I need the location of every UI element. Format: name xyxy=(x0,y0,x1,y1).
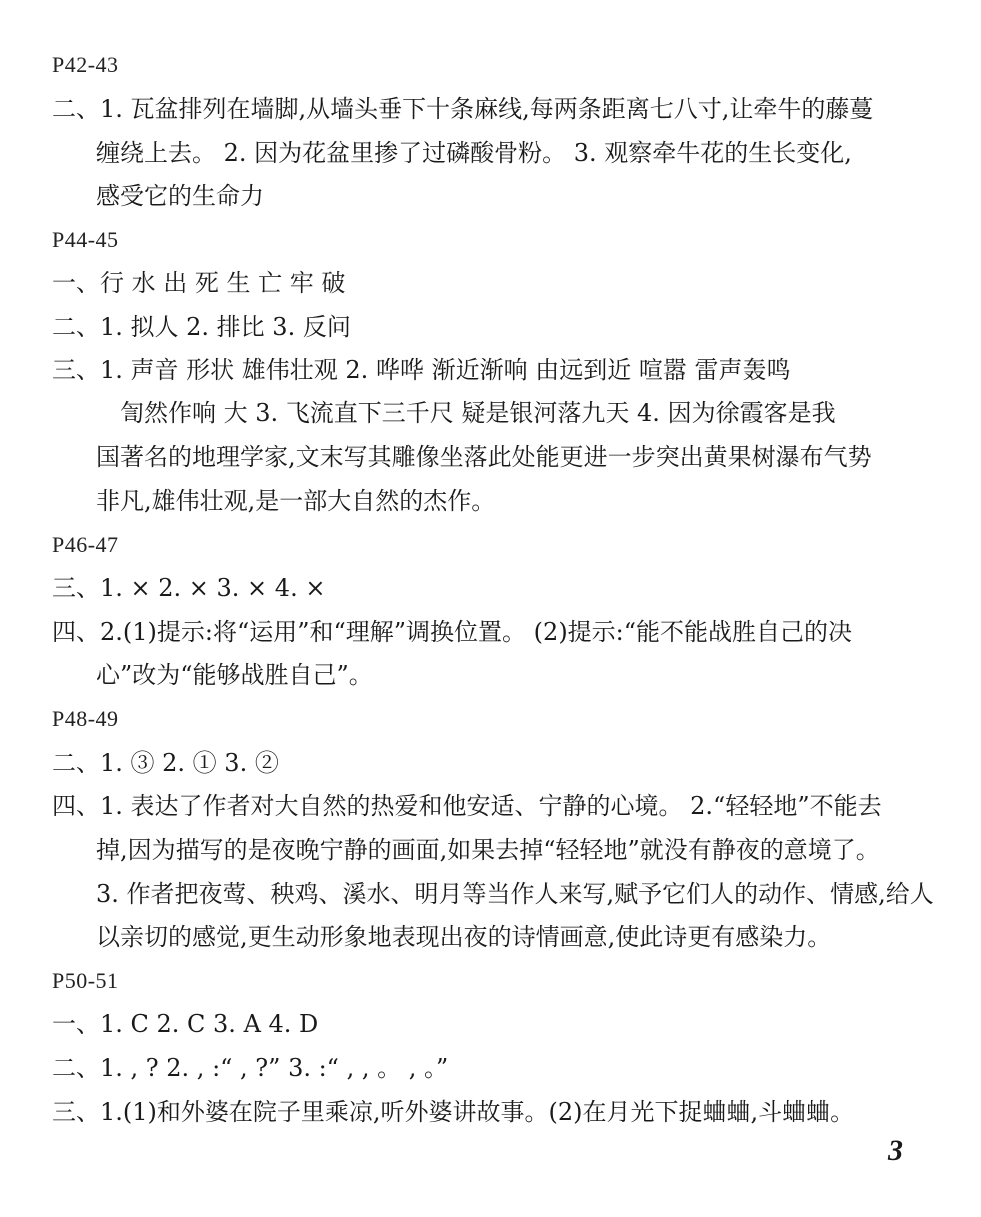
answer-line: 二、1. 瓦盆排列在墙脚,从墙头垂下十条麻线,每两条距离七八寸,让牵牛的藤蔓 xyxy=(52,95,874,123)
section-header: P42-43 xyxy=(52,52,119,77)
answer-line: 掉,因为描写的是夜晚宁静的画面,如果去掉“轻轻地”就没有静夜的意境了。 xyxy=(96,836,880,864)
answer-line: 三、1. 声音 形状 雄伟壮观 2. 哗哗 渐近渐响 由远到近 喧嚣 雷声轰鸣 xyxy=(52,356,791,384)
answer-line: 四、2.(1)提示:将“运用”和“理解”调换位置。 (2)提示:“能不能战胜自己的决 xyxy=(52,618,853,646)
answer-line: 四、1. 表达了作者对大自然的热爱和他安适、宁静的心境。 2.“轻轻地”不能去 xyxy=(52,792,882,820)
answer-line: 缠绕上去。 2. 因为花盆里掺了过磷酸骨粉。 3. 观察牵牛花的生长变化, xyxy=(96,139,852,167)
answer-line: 二、1. , ? 2. , :“ , ?” 3. :“ , , 。 , 。” xyxy=(52,1054,449,1082)
answer-line: 三、1. × 2. × 3. × 4. × xyxy=(52,574,326,602)
section-header: P44-45 xyxy=(52,227,119,252)
answer-line: 二、1. 拟人 2. 排比 3. 反问 xyxy=(52,313,351,341)
answer-line: 訇然作响 大 3. 飞流直下三千尺 疑是银河落九天 4. 因为徐霞客是我 xyxy=(120,399,836,427)
answer-line: 非凡,雄伟壮观,是一部大自然的杰作。 xyxy=(96,487,496,515)
section-header: P50-51 xyxy=(52,968,119,993)
section-header: P48-49 xyxy=(52,706,119,731)
answer-line: 三、1.(1)和外婆在院子里乘凉,听外婆讲故事。(2)在月光下捉蛐蛐,斗蛐蛐。 xyxy=(52,1098,855,1126)
answer-line: 以亲切的感觉,更生动形象地表现出夜的诗情画意,使此诗更有感染力。 xyxy=(96,923,832,951)
answer-line: 3. 作者把夜莺、秧鸡、溪水、明月等当作人来写,赋予它们人的动作、情感,给人 xyxy=(96,880,934,908)
answer-line: 一、1. C 2. C 3. A 4. D xyxy=(52,1010,319,1038)
answer-line: 心”改为“能够战胜自己”。 xyxy=(96,661,373,689)
answer-line: 二、1. ③ 2. ① 3. ② xyxy=(52,749,279,777)
answer-line: 感受它的生命力 xyxy=(96,182,264,210)
answer-line: 国著名的地理学家,文末写其雕像坐落此处能更进一步突出黄果树瀑布气势 xyxy=(96,443,872,471)
section-header: P46-47 xyxy=(52,532,119,557)
answer-line: 一、行 水 出 死 生 亡 牢 破 xyxy=(52,269,346,297)
page-number: 3 xyxy=(888,1134,903,1167)
